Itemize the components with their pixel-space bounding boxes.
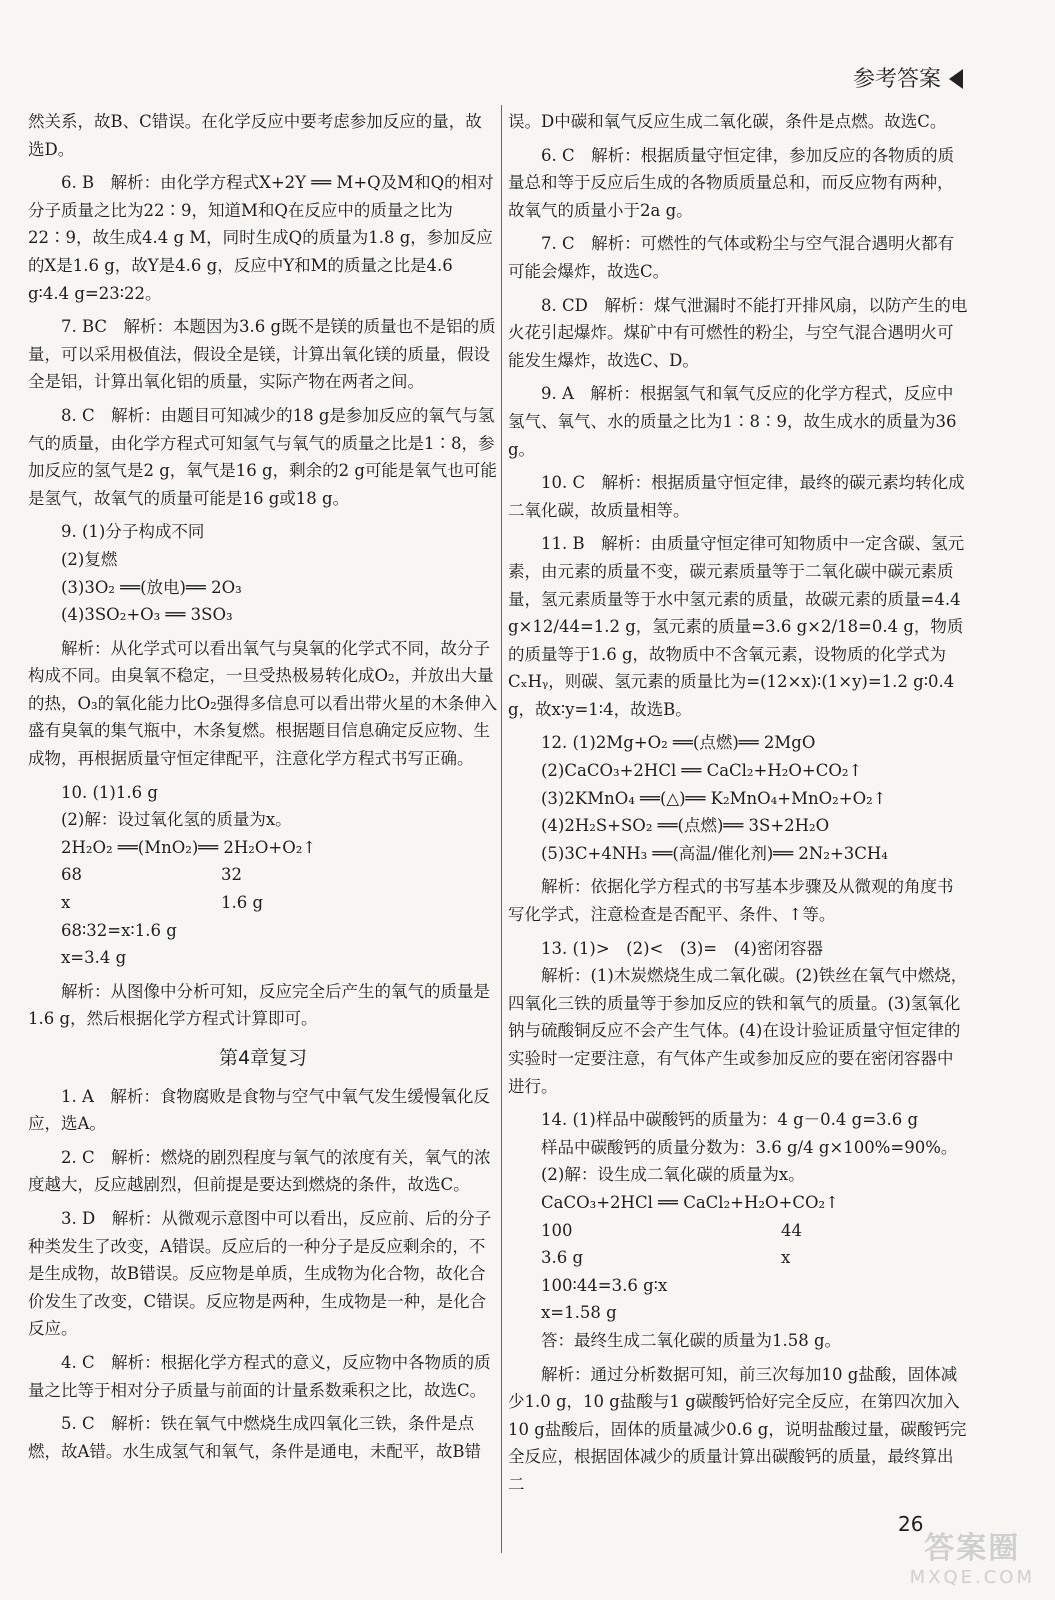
intro-text: 然关系，故B、C错误。在化学反应中要考虑参加反应的量，故选D。 bbox=[28, 112, 482, 159]
answer-9-4: (4)3SO₂+O₃ ══ 3SO₃ bbox=[61, 605, 233, 625]
review-answer-1: 1. A 解析：食物腐败是食物与空气中氧气发生缓慢氧化反应，选A。 bbox=[28, 1086, 490, 1134]
header-title: 参考答案 bbox=[852, 67, 941, 92]
review-answer-13-analysis: 解析：(1)木炭燃烧生成二氧化碳。(2)铁丝在氧气中燃烧，四氧化三铁的质量等于参加反应的铁和氧气的质量。(3)氢氧化钠与硫酸铜反应不会产生气体。(4)在设计验证质量守恒定律的实验时一定要注意，有气体产生或参加反应的要在密闭容器中进行。 bbox=[508, 966, 968, 1096]
review-answer-4: 4. C 解析：根据化学方程式的意义，反应物中各物质的质量之比等于相对分子质量与前面的计量系数乘积之比，故选C。 bbox=[28, 1352, 491, 1400]
review-answer-7: 7. C 解析：可燃性的气体或粉尘与空气混合遇明火都有可能会爆炸，故选C。 bbox=[508, 234, 955, 281]
answer-9-analysis: 解析：从化学式可以看出氧气与臭氧的化学式不同，故分子构成不同。由臭氧不稳定，一旦受热极易转化成O₂，并放出大量的热，O₃的氧化能力比O₂强得多信息可以看出带火星的木条伸入盛有臭氧的集气瓶中，木条复燃。根据题目信息确定反应物、生成物，再根据质量守恒定律配平，注意化学方程式书写正确。 bbox=[28, 638, 498, 769]
equation-10: 2H₂O₂ ══(MnO₂)══ 2H₂O+O₂↑ bbox=[61, 837, 317, 857]
calc-cell: x bbox=[781, 1248, 791, 1268]
watermark-text: 答案圈 bbox=[924, 1531, 1021, 1566]
review-answer-14-3: (2)解：设生成二氧化碳的质量为x。 bbox=[541, 1165, 805, 1185]
review-answer-8: 8. CD 解析：煤气泄漏时不能打开排风扇，以防产生的电火花引起爆炸。煤矿中有可燃性的粉尘，与空气混合遇明火可能发生爆炸，故选C、D。 bbox=[508, 295, 968, 370]
review-answer-9: 9. A 解析：根据氢气和氧气反应的化学方程式，反应中氢气、氧气、水的质量之比为1∶8∶9，故生成水的质量为36 g。 bbox=[508, 384, 957, 459]
answer-9-1: 9. (1)分子构成不同 bbox=[61, 522, 205, 542]
watermark-url: MXQE.COM bbox=[909, 1567, 1035, 1588]
calc-cell: 68 bbox=[61, 865, 82, 885]
review-answer-2: 2. C 解析：燃烧的剧烈程度与氧气的浓度有关，氧气的浓度越大，反应越剧烈，但前提是要达到燃烧的条件，故选C。 bbox=[28, 1147, 491, 1195]
calc-cell: 32 bbox=[221, 865, 242, 885]
calc-cell: 100 bbox=[541, 1220, 573, 1240]
review-answer-14-analysis: 解析：通过分析数据可知，前三次每加10 g盐酸，固体减少1.0 g，10 g盐酸与1 g碳酸钙恰好完全反应，在第四次加入10 g盐酸后，固体的质量减少0.6 g，说明盐酸过量，碳酸钙完全反应，根据固体减少的质量计算出碳酸钙的质量，最终算出二 bbox=[508, 1364, 967, 1494]
calc-cell: 44 bbox=[781, 1220, 802, 1240]
review-answer-14-1: 14. (1)样品中碳酸钙的质量为：4 g－0.4 g=3.6 g bbox=[541, 1110, 919, 1130]
answer-9-3: (3)3O₂ ══(放电)══ 2O₃ bbox=[61, 577, 242, 597]
calc-cell: x bbox=[61, 893, 71, 913]
calc-line: 100∶44=3.6 g∶x bbox=[541, 1275, 668, 1295]
calc-line: x=1.58 g bbox=[541, 1303, 617, 1323]
calc-answer: 答：最终生成二氧化碳的质量为1.58 g。 bbox=[541, 1330, 842, 1350]
answer-10-2: (2)解：设过氧化氢的质量为x。 bbox=[61, 810, 292, 830]
section-title: 第4章复习 bbox=[218, 1047, 308, 1069]
calculation-14 bbox=[508, 1189, 968, 1355]
page-number: 26 bbox=[898, 1512, 924, 1536]
left-column bbox=[28, 108, 498, 1471]
continued-text: 误。D中碳和氧气反应生成二氧化碳，条件是点燃。故选C。 bbox=[508, 112, 947, 131]
answer-10-analysis: 解析：从图像中分析可知，反应完全后产生的氧气的质量是1.6 g，然后根据化学方程式计算即可。 bbox=[28, 981, 490, 1029]
answer-7: 7. BC 解析：本题因为3.6 g既不是镁的质量也不是铝的质量，可以采用极值法，假设全是镁，计算出氧化镁的质量，假设全是铝，计算出氧化铝的质量，实际产物在两者之间。 bbox=[28, 317, 496, 392]
review-answer-5: 5. C 解析：铁在氧气中燃烧生成四氧化三铁，条件是点燃，故A错。水生成氢气和氧气，条件是通电，未配平，故B错 bbox=[28, 1414, 482, 1461]
calculation-10 bbox=[28, 834, 498, 972]
review-answer-14-2: 样品中碳酸钙的质量分数为：3.6 g/4 g×100%=90%。 bbox=[541, 1137, 958, 1157]
answer-6: 6. B 解析：由化学方程式X+2Y ══ M+Q及M和Q的相对分子质量之比为22∶9，知道M和Q在反应中的质量之比为22∶9，故生成4.4 g M，同时生成Q的质量为1.8 g，参加反应的X是1.6 g，故Y是4.6 g，反应中Y和M的质量之比是4.6 g∶4.4 g=23∶22。 bbox=[28, 173, 494, 303]
review-answer-12-1: 12. (1)2Mg+O₂ ══(点燃)══ 2MgO bbox=[541, 733, 816, 753]
review-answer-6: 6. C 解析：根据质量守恒定律，参加反应的各物质的质量总和等于反应后生成的各物质质量总和，而反应物有两种，故氧气的质量小于2a g。 bbox=[508, 145, 955, 220]
review-answer-10: 10. C 解析：根据质量守恒定律，最终的碳元素均转化成二氧化碳，故质量相等。 bbox=[508, 473, 965, 520]
review-answer-12-3: (3)2KMnO₄ ══(△)══ K₂MnO₄+MnO₂+O₂↑ bbox=[541, 788, 887, 808]
calc-cell: 3.6 g bbox=[541, 1248, 584, 1268]
review-answer-12-2: (2)CaCO₃+2HCl ══ CaCl₂+H₂O+CO₂↑ bbox=[541, 761, 863, 781]
equation-14: CaCO₃+2HCl ══ CaCl₂+H₂O+CO₂↑ bbox=[541, 1192, 839, 1212]
review-answer-11: 11. B 解析：由质量守恒定律可知物质中一定含碳、氢元素，由元素的质量不变，碳元素质量等于二氧化碳中碳元素质量，氢元素质量等于水中氢元素的质量，故碳元素的质量=4.4 g×12/44=1.2 g，氢元素的质量=3.6 g×2/18=0.4 g，物质的质量等于1.6 g，故物质中不含氧元素，设物质的化学式为CₓHᵧ，则碳、氢元素的质量比为=(12×x)∶(1×y)=1.2 g∶0.4 g，故x∶y=1∶4，故选B。 bbox=[508, 534, 965, 719]
calc-line: x=3.4 g bbox=[61, 948, 127, 968]
column-divider bbox=[501, 105, 502, 1553]
answer-10-1: 10. (1)1.6 g bbox=[61, 782, 158, 802]
right-column bbox=[508, 108, 968, 1505]
review-answer-12-4: (4)2H₂S+SO₂ ══(点燃)══ 3S+2H₂O bbox=[541, 816, 830, 836]
triangle-icon bbox=[949, 69, 963, 89]
review-answer-12-5: (5)3C+4NH₃ ══(高温/催化剂)══ 2N₂+3CH₄ bbox=[541, 843, 888, 863]
calc-cell: 1.6 g bbox=[221, 893, 264, 913]
review-answer-13: 13. (1)> (2)< (3)= (4)密闭容器 bbox=[541, 938, 823, 958]
watermark-logo bbox=[910, 1523, 1035, 1588]
review-answer-12-analysis: 解析：依据化学方程式的书写基本步骤及从微观的角度书写化学式，注意检查是否配平、条件、↑等。 bbox=[508, 877, 954, 925]
answer-8: 8. C 解析：由题目可知减少的18 g是参加反应的氧气与氢气的质量，由化学方程式可知氢气与氧气的质量之比是1∶8，参加反应的氢气是2 g，氧气是16 g，剩余的2 g可能是氧气也可能是氢气，故氧气的质量可能是16 g或18 g。 bbox=[28, 405, 497, 508]
answer-9-2: (2)复燃 bbox=[61, 549, 118, 569]
page-header bbox=[853, 62, 963, 93]
review-answer-3: 3. D 解析：从微观示意图中可以看出，反应前、后的分子种类发生了改变，A错误。反应后的一种分子是反应剩余的，不是生成物，故B错误。反应物是单质，生成物为化合物，故化合价发生了改变，C错误。反应物是两种，生成物是一种，是化合反应。 bbox=[28, 1208, 492, 1339]
calc-line: 68∶32=x∶1.6 g bbox=[61, 920, 177, 940]
